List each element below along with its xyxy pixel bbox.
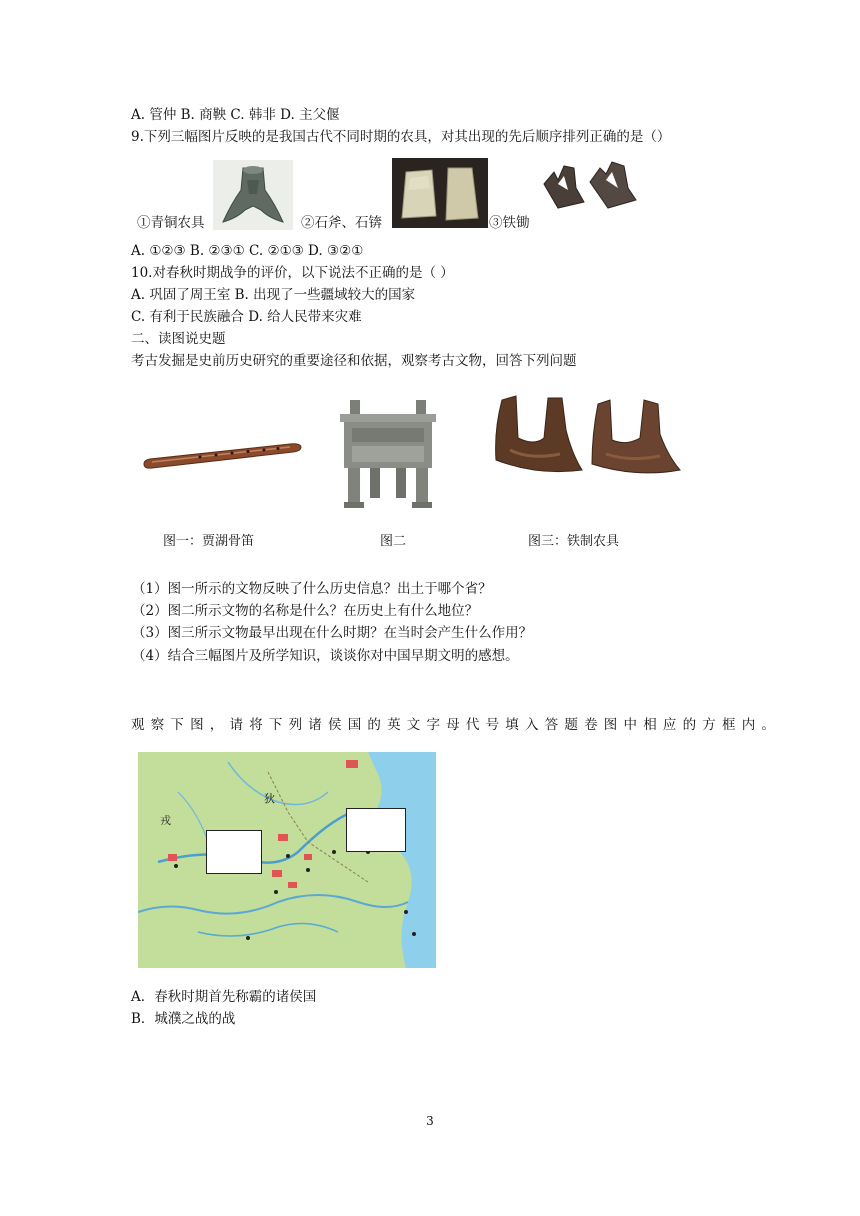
section2-heading: 二、读图说史题	[131, 331, 226, 347]
answer-box-west[interactable]	[206, 830, 262, 874]
map-intro: 观察下图，请将下列诸侯国的英文字母代号填入答题卷图中相应的方框内。	[131, 717, 782, 733]
q9-item1: ①青铜农具	[137, 215, 205, 231]
figure1-caption: 图一：贾湖骨笛	[163, 534, 255, 549]
figure2-caption: 图二	[380, 534, 407, 549]
bronze-tool-image	[213, 160, 293, 230]
q8-options: A. 管仲 B. 商鞅 C. 韩非 D. 主父偃	[131, 107, 340, 123]
stone-axes-image	[392, 158, 488, 228]
bronze-ding-image	[332, 398, 444, 512]
q9-item3: ③铁锄	[489, 215, 530, 231]
q9-item2: ②石斧、石锛	[301, 215, 382, 231]
question-3: （3）图三所示文物最早出现在什么时期？在当时会产生什么作用？	[132, 625, 533, 641]
figure3-caption: 图三：铁制农具	[528, 534, 620, 549]
spring-autumn-map	[138, 752, 436, 968]
bone-flute-image	[140, 434, 304, 474]
iron-farm-tools-image	[490, 390, 690, 480]
page-number: 3	[426, 1114, 434, 1128]
question-1: （1）图一所示的文物反映了什么历史信息？出土于哪个省？	[132, 581, 492, 597]
q9-stem: 9.下列三幅图片反映的是我国古代不同时期的农具，对其出现的先后顺序排列正确的是（）	[131, 129, 671, 145]
map-label-di: 狄	[264, 792, 275, 805]
answer-box-east[interactable]	[346, 808, 406, 852]
q10-options-ab: A. 巩固了周王室 B. 出现了一些疆域较大的国家	[131, 287, 416, 303]
q10-stem: 10.对春秋时期战争的评价，以下说法不正确的是（ ）	[131, 265, 454, 281]
map-label-rong: 戎	[160, 814, 171, 827]
map-graphic	[138, 752, 436, 968]
map-item-a: A．春秋时期首先称霸的诸侯国	[131, 989, 317, 1005]
q9-options: A. ①②③ B. ②③① C. ②①③ D. ③②①	[131, 243, 364, 259]
map-item-b: B．城濮之战的战	[131, 1011, 236, 1027]
question-2: （2）图二所示文物的名称是什么？在历史上有什么地位？	[132, 603, 479, 619]
section2-intro: 考古发掘是史前历史研究的重要途径和依据，观察考古文物，回答下列问题	[131, 353, 577, 369]
iron-hoe-image	[538, 158, 642, 218]
question-4: （4）结合三幅图片及所学知识，谈谈你对中国早期文明的感想。	[132, 648, 519, 664]
q10-options-cd: C. 有利于民族融合 D. 给人民带来灾难	[131, 309, 362, 325]
